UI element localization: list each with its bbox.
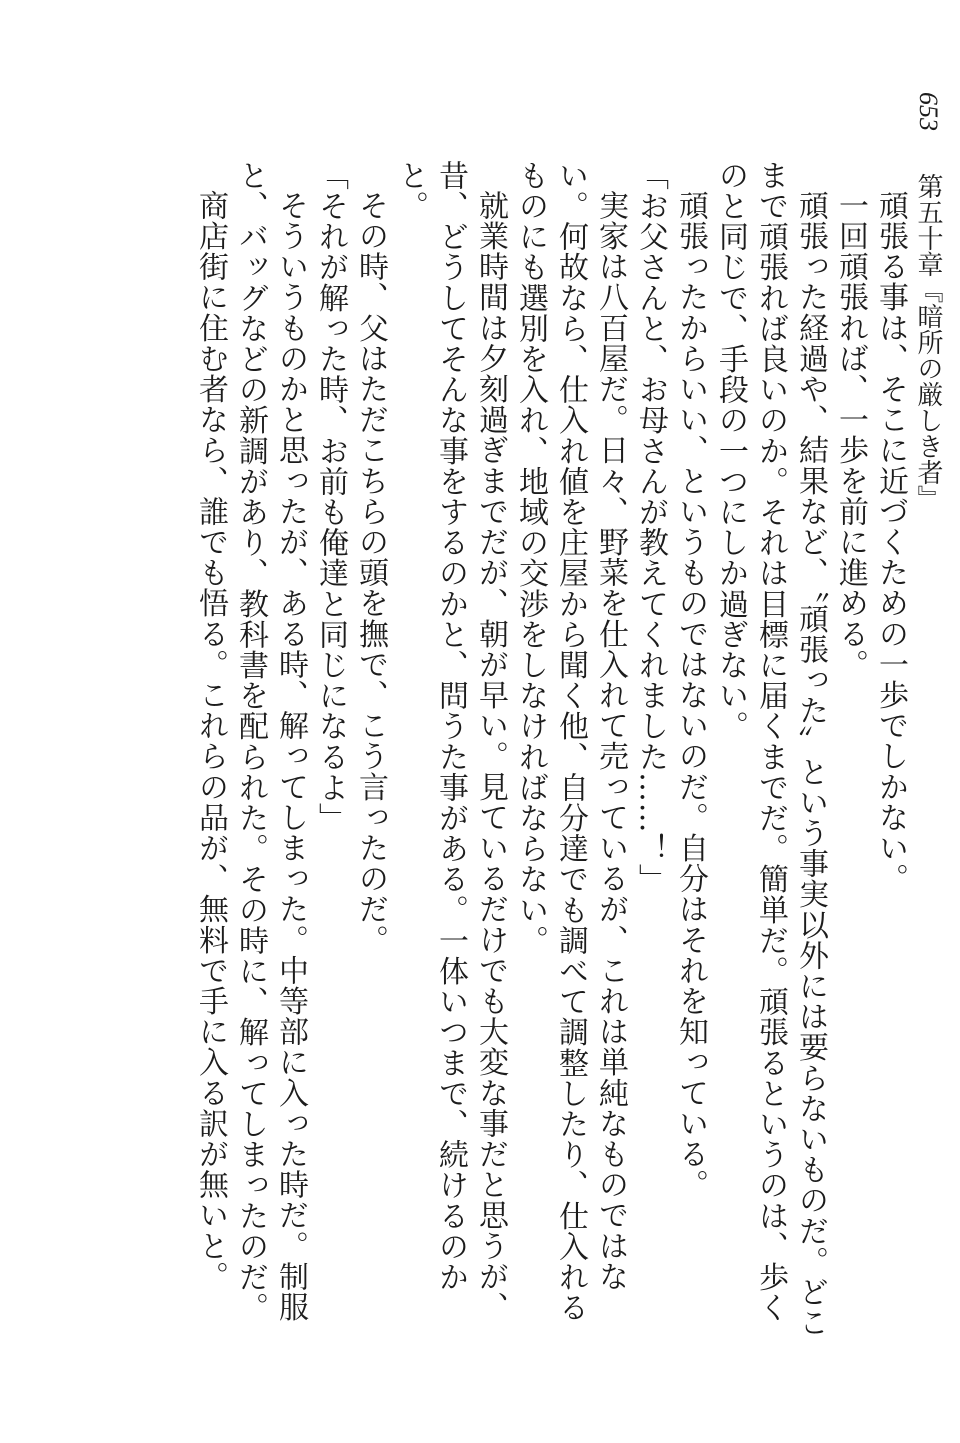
chapter-title: 第五十章『暗所の厳しき者』 [913, 173, 943, 511]
paragraph: 頑張る事は、そこに近づくための一歩でしかない。 [873, 190, 908, 894]
paragraph: 頑張った経過や、結果など、〝頑張った〟という事実以外には要らないものだ。どこまで頑張れば良いのか。それは目標に届くまでだ。簡単だ。頑張るというのは、歩くのと同じで、手段の一つにしか過ぎない。 [713, 160, 828, 1338]
paragraph: 頑張ったからいい、というものではないのだ。自分はそれを知っている。 [673, 190, 708, 1200]
dialogue-line: 「それが解った時、お前も俺達と同じになるよ」 [313, 160, 348, 834]
running-header [908, 92, 948, 511]
page-number: 653 [914, 92, 943, 131]
paragraph: その時、父はただこちらの頭を撫で、こう言ったのだ。 [353, 190, 388, 955]
body-text [130, 160, 910, 1350]
paragraph: 実家は八百屋だ。日々、野菜を仕入れて売っているが、これは単純なものではない。何故なら、仕入れ値を庄屋から聞く他、自分達でも調べて調整したり、仕入れるものにも選別を入れ、地域の交渉をしなければならない。 [513, 160, 628, 1323]
paragraph: 就業時間は夕刻過ぎまでだが、朝が早い。見ているだけでも大変な事だと思うが、昔、どうしてそんな事をするのかと、問うた事がある。一体いつまで、続けるのかと。 [393, 160, 508, 1323]
dialogue-line: 「お父さんと、お母さんが教えてくれました……！」 [633, 160, 668, 895]
paragraph: 一回頑張れば、一歩を前に進める。 [833, 190, 868, 680]
paragraph: そういうものかと思ったが、ある時、解ってしまった。中等部に入った時だ。制服と、バッグなどの新調があり、教科書を配られた。その時に、解ってしまったのだ。 [233, 160, 308, 1323]
paragraph: 商店街に住む者なら、誰でも悟る。これらの品が、無料で手に入る訳が無いと。 [193, 190, 228, 1292]
